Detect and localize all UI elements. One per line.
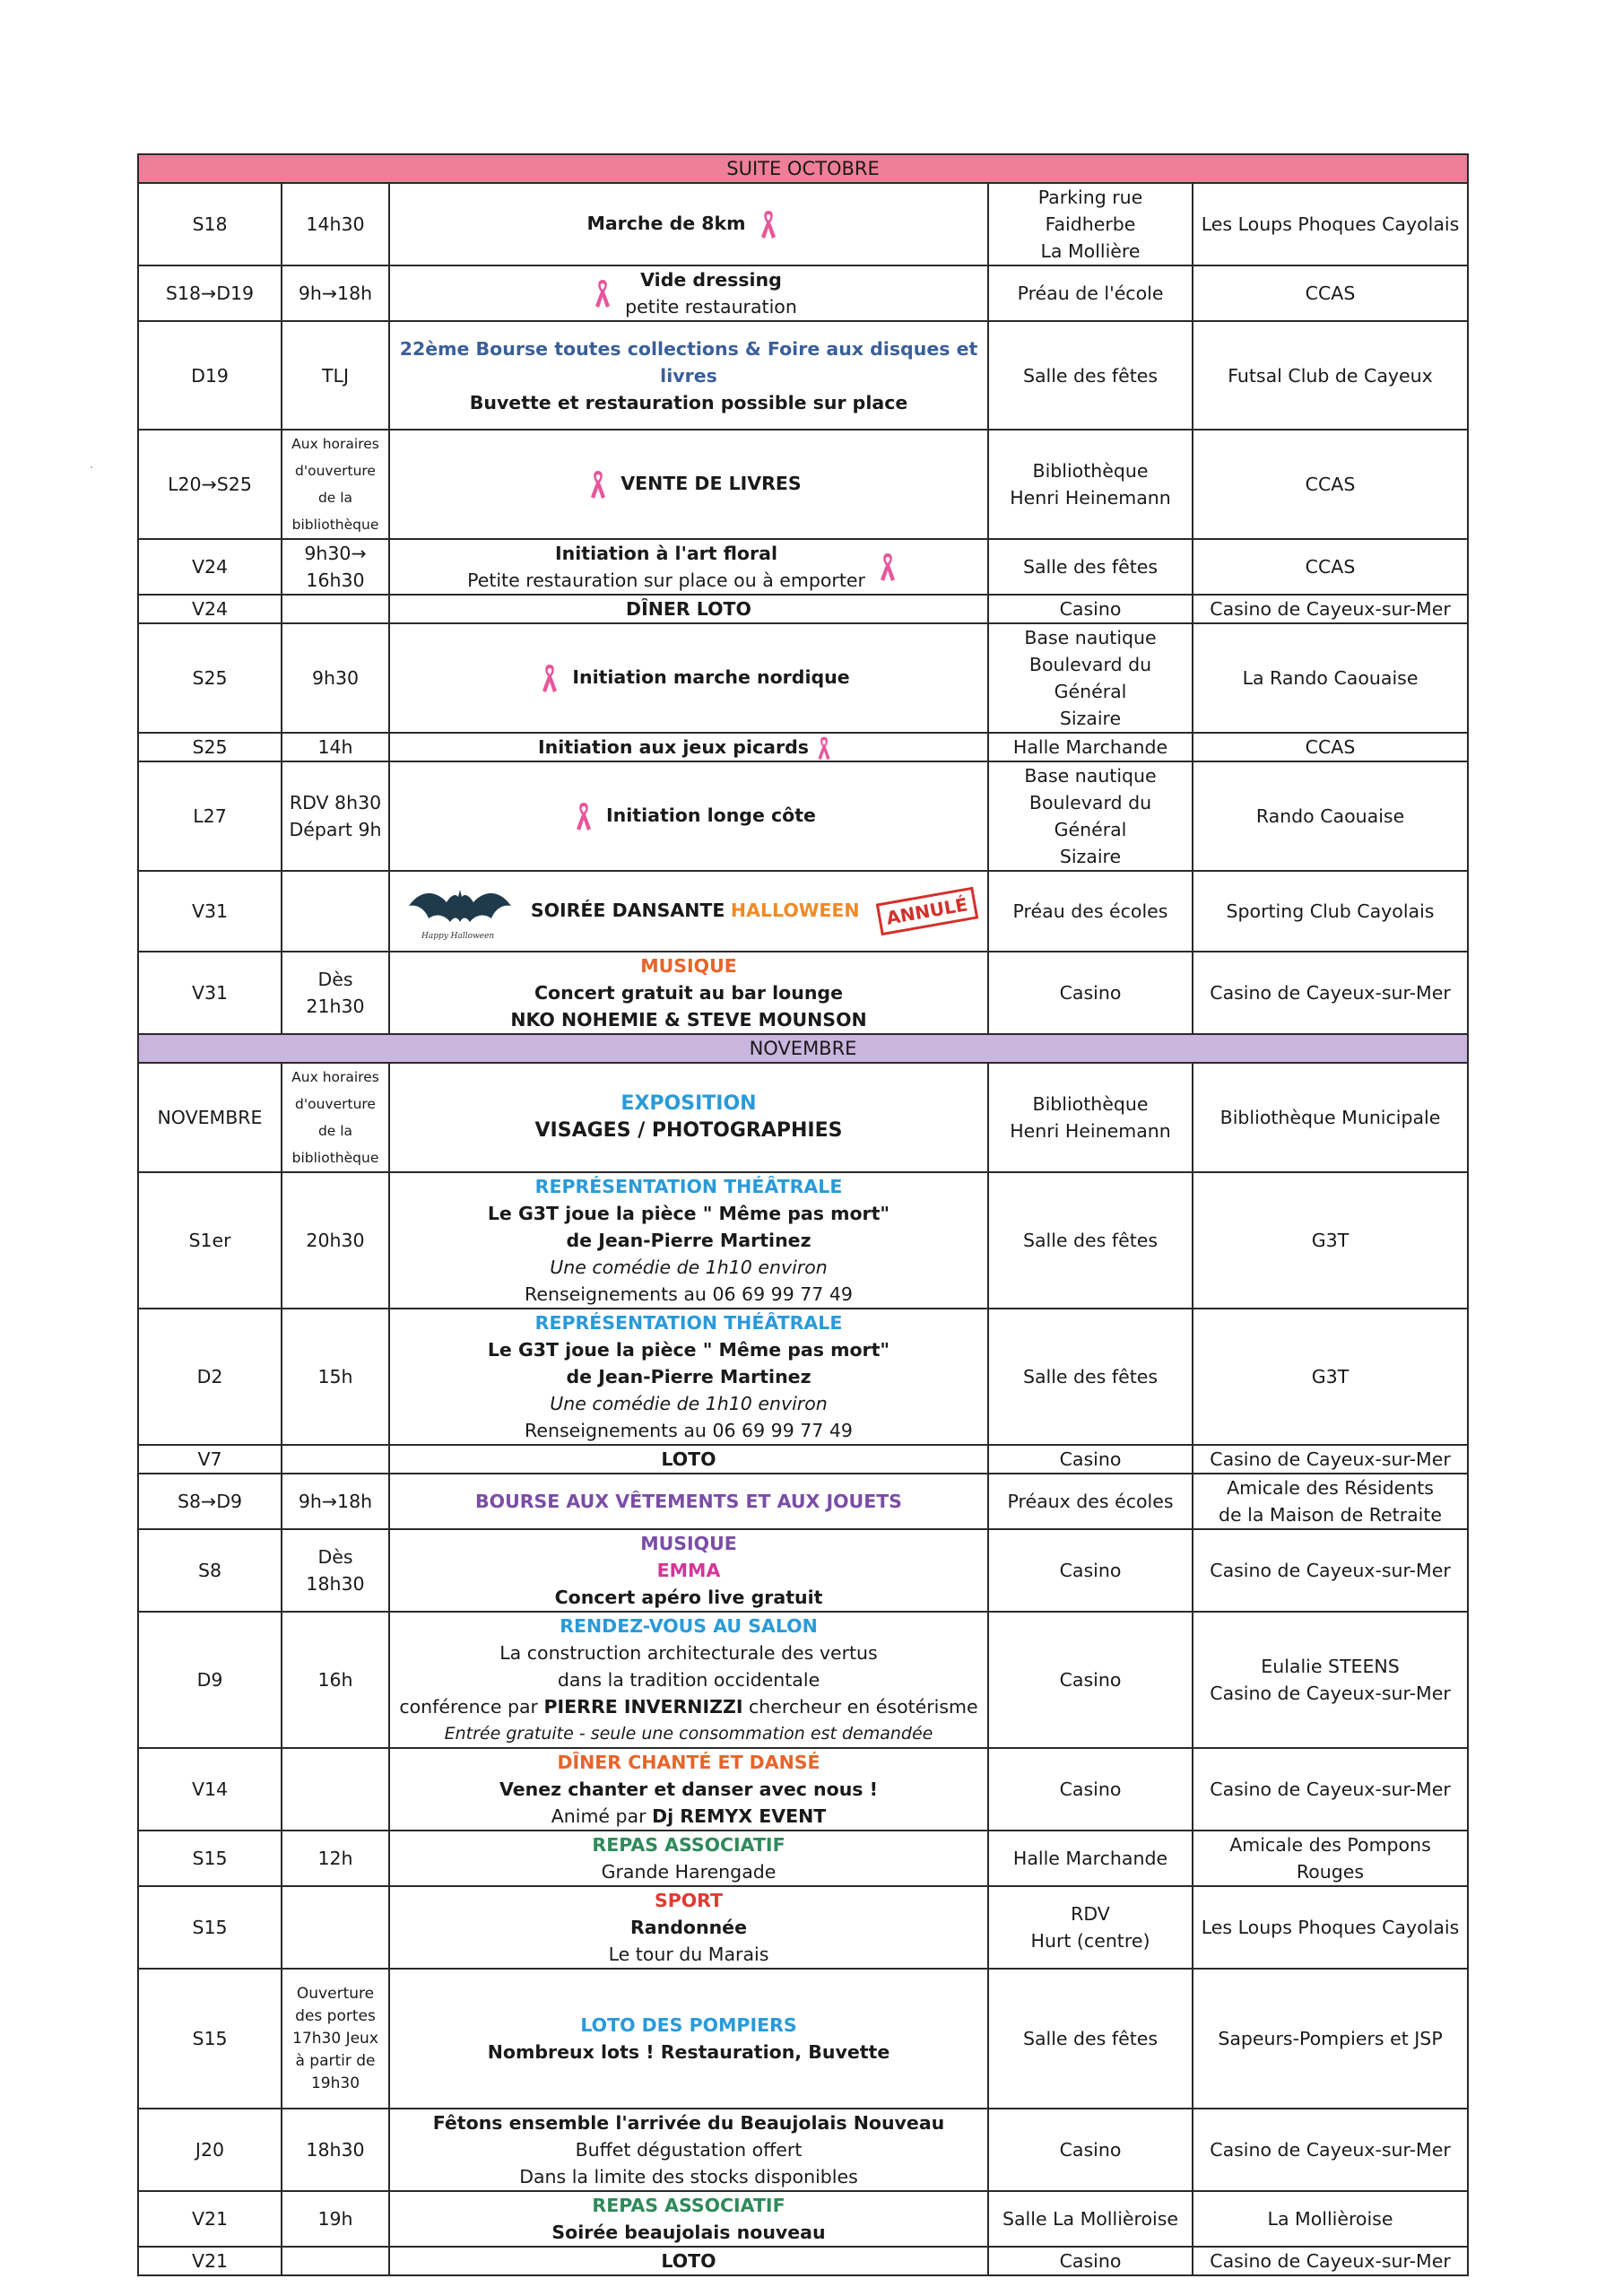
table-row bbox=[138, 952, 1468, 1034]
event-title: Venez chanter et danser avec nous ! bbox=[499, 1779, 878, 1800]
event-category: MUSIQUE bbox=[640, 1533, 737, 1554]
organizer-cell: Amicale des Pompons Rouges bbox=[1193, 1831, 1468, 1886]
pink-ribbon-icon bbox=[593, 278, 612, 309]
organizer-line: Casino de Cayeux-sur-Mer bbox=[1210, 1683, 1451, 1704]
day-cell: V21 bbox=[138, 2247, 282, 2275]
event-title: Fêtons ensemble l'arrivée du Beaujolais Nouveau bbox=[432, 2112, 945, 2134]
table-row bbox=[138, 2191, 1468, 2247]
event-cell bbox=[389, 871, 988, 952]
day-cell: V24 bbox=[138, 595, 282, 623]
time-cell: Aux horaires d'ouverture de la bibliothèque bbox=[282, 430, 389, 539]
place-cell: Préau de l'école bbox=[988, 265, 1193, 321]
place-cell: Salle La Mollièroise bbox=[988, 2191, 1193, 2247]
time-cell: Aux horaires d'ouverture de la bibliothèque bbox=[282, 1063, 389, 1172]
table-row bbox=[138, 595, 1468, 623]
event-category: REPAS ASSOCIATIF bbox=[592, 1834, 785, 1856]
place-cell: Casino bbox=[988, 2109, 1193, 2191]
place-cell: Halle Marchande bbox=[988, 733, 1193, 761]
event-category: RENDEZ-VOUS AU SALON bbox=[560, 1615, 818, 1637]
happy-halloween-text: Happy Halloween bbox=[421, 932, 495, 941]
place-line: La Mollière bbox=[1040, 240, 1141, 262]
event-cell bbox=[389, 1309, 988, 1445]
day-cell: S15 bbox=[138, 1886, 282, 1969]
table-row bbox=[138, 623, 1468, 733]
section-header-october bbox=[138, 154, 1468, 183]
event-cell bbox=[389, 1748, 988, 1831]
table-row bbox=[138, 1969, 1468, 2109]
time-cell: 15h bbox=[282, 1309, 389, 1445]
table-row bbox=[138, 1831, 1468, 1886]
event-detail: La construction architecturale des vertus bbox=[499, 1642, 878, 1664]
day-cell: S15 bbox=[138, 1831, 282, 1886]
time-cell: 20h30 bbox=[282, 1172, 389, 1309]
organizer-cell: Casino de Cayeux-sur-Mer bbox=[1193, 952, 1468, 1034]
event-title: EMMA bbox=[656, 1560, 721, 1581]
organizer-cell: Futsal Club de Cayeux bbox=[1193, 321, 1468, 430]
organizer-line: de la Maison de Retraite bbox=[1218, 1504, 1443, 1526]
event-detail: dans la tradition occidentale bbox=[557, 1669, 820, 1691]
day-cell: S25 bbox=[138, 623, 282, 733]
organizer-cell: G3T bbox=[1193, 1309, 1468, 1445]
place-cell: Casino bbox=[988, 2247, 1193, 2275]
event-cell bbox=[389, 952, 988, 1034]
event-category: SPORT bbox=[654, 1890, 724, 1911]
time-cell: 18h30 bbox=[282, 2109, 389, 2191]
event-detail: conférence par bbox=[399, 1696, 538, 1718]
place-cell: Salle des fêtes bbox=[988, 1172, 1193, 1309]
organizer-cell: Les Loups Phoques Cayolais bbox=[1193, 183, 1468, 265]
place-cell bbox=[988, 1886, 1193, 1969]
event-highlight: HALLOWEEN bbox=[730, 900, 860, 921]
event-title: Marche de 8km bbox=[586, 213, 746, 234]
day-cell: S8 bbox=[138, 1529, 282, 1612]
event-detail: Renseignements au 06 69 99 77 49 bbox=[525, 1283, 853, 1305]
organizer-cell: Casino de Cayeux-sur-Mer bbox=[1193, 2109, 1468, 2191]
pink-ribbon-icon bbox=[588, 469, 608, 500]
organizer-cell: Sporting Club Cayolais bbox=[1193, 871, 1468, 952]
table-row bbox=[138, 265, 1468, 321]
time-cell: 9h30 bbox=[282, 623, 389, 733]
day-cell: L27 bbox=[138, 761, 282, 871]
event-title: LOTO DES POMPIERS bbox=[580, 2014, 797, 2036]
event-cell bbox=[389, 321, 988, 430]
event-category: REPRÉSENTATION THÉÂTRALE bbox=[534, 1312, 843, 1334]
day-cell: S15 bbox=[138, 1969, 282, 2109]
organizer-cell: La Rando Caouaise bbox=[1193, 623, 1468, 733]
day-cell: V31 bbox=[138, 871, 282, 952]
place-line: Henri Heinemann bbox=[1010, 1120, 1171, 1142]
place-cell: Salle des fêtes bbox=[988, 1309, 1193, 1445]
place-cell: Salle des fêtes bbox=[988, 539, 1193, 595]
event-detail: Buffet dégustation offert bbox=[575, 2139, 803, 2161]
event-detail: Une comédie de 1h10 environ bbox=[550, 1393, 828, 1414]
place-line: Sizaire bbox=[1059, 708, 1122, 729]
event-category: DÎNER CHANTÉ ET DANSÉ bbox=[557, 1752, 820, 1773]
place-line: Base nautique bbox=[1024, 627, 1157, 648]
organizer-cell: La Mollièroise bbox=[1193, 2191, 1468, 2247]
section-title: SUITE OCTOBRE bbox=[138, 154, 1468, 183]
place-cell: Préau des écoles bbox=[988, 871, 1193, 952]
organizer-line: Eulalie STEENS bbox=[1261, 1656, 1400, 1677]
pink-ribbon-icon bbox=[814, 735, 834, 761]
day-cell: S25 bbox=[138, 733, 282, 761]
event-cell bbox=[389, 761, 988, 871]
pink-ribbon-icon bbox=[574, 801, 594, 831]
event-cell bbox=[389, 183, 988, 265]
table-row bbox=[138, 1309, 1468, 1445]
organizer-cell: Casino de Cayeux-sur-Mer bbox=[1193, 1748, 1468, 1831]
organizer-cell bbox=[1193, 1474, 1468, 1529]
event-title: Initiation longe côte bbox=[606, 804, 816, 826]
organizer-cell bbox=[1193, 1612, 1468, 1748]
place-cell: Casino bbox=[988, 952, 1193, 1034]
event-cell: LOTO bbox=[389, 2247, 988, 2275]
event-detail: Dans la limite des stocks disponibles bbox=[519, 2166, 858, 2187]
place-cell: Casino bbox=[988, 1612, 1193, 1748]
table-row bbox=[138, 1474, 1468, 1529]
time-cell: 14h30 bbox=[282, 183, 389, 265]
day-cell: NOVEMBRE bbox=[138, 1063, 282, 1172]
event-category: REPRÉSENTATION THÉÂTRALE bbox=[534, 1176, 843, 1197]
event-title: Initiation aux jeux picards bbox=[538, 736, 809, 758]
event-title: Vide dressing bbox=[640, 269, 782, 291]
organizer-cell: CCAS bbox=[1193, 265, 1468, 321]
event-cell bbox=[389, 1612, 988, 1748]
event-cell bbox=[389, 2109, 988, 2191]
time-cell: TLJ bbox=[282, 321, 389, 430]
event-cell bbox=[389, 2191, 988, 2247]
event-title: Initiation marche nordique bbox=[572, 666, 850, 688]
event-cell bbox=[389, 265, 988, 321]
section-title: NOVEMBRE bbox=[138, 1034, 1468, 1063]
place-cell bbox=[988, 761, 1193, 871]
time-cell bbox=[282, 1445, 389, 1474]
event-cell: BOURSE AUX VÊTEMENTS ET AUX JOUETS bbox=[389, 1474, 988, 1529]
table-row bbox=[138, 1748, 1468, 1831]
event-title: SOIRÉE DANSANTE bbox=[530, 900, 725, 921]
event-cell: DÎNER LOTO bbox=[389, 595, 988, 623]
place-line: Sizaire bbox=[1059, 846, 1122, 867]
event-cell bbox=[389, 1831, 988, 1886]
place-cell: Casino bbox=[988, 595, 1193, 623]
event-category: REPAS ASSOCIATIF bbox=[592, 2195, 785, 2216]
event-category: EXPOSITION bbox=[621, 1092, 757, 1115]
organizer-cell: CCAS bbox=[1193, 539, 1468, 595]
table-row bbox=[138, 733, 1468, 761]
halloween-bat-icon bbox=[402, 879, 518, 944]
event-detail: Animé par bbox=[551, 1805, 647, 1827]
day-cell: S18 bbox=[138, 183, 282, 265]
event-title: Initiation à l'art floral bbox=[555, 543, 777, 564]
event-title: Le G3T joue la pièce " Même pas mort" bbox=[487, 1339, 890, 1361]
place-line: Bibliothèque bbox=[1032, 460, 1149, 482]
time-cell bbox=[282, 2247, 389, 2275]
event-cell bbox=[389, 623, 988, 733]
event-title: VISAGES / PHOTOGRAPHIES bbox=[534, 1119, 843, 1142]
table-row bbox=[138, 1172, 1468, 1309]
event-title: 22ème Bourse toutes collections & Foire aux disques et livres bbox=[399, 337, 978, 387]
pink-ribbon-icon bbox=[759, 209, 778, 239]
place-cell bbox=[988, 430, 1193, 539]
speaker-name: PIERRE INVERNIZZI bbox=[543, 1696, 743, 1718]
time-cell: 12h bbox=[282, 1831, 389, 1886]
place-line: Boulevard du Général bbox=[1028, 654, 1152, 702]
event-cell bbox=[389, 1529, 988, 1612]
event-cell bbox=[389, 430, 988, 539]
place-cell: Salle des fêtes bbox=[988, 321, 1193, 430]
day-cell: D9 bbox=[138, 1612, 282, 1748]
event-detail: Concert apéro live gratuit bbox=[554, 1587, 823, 1608]
day-cell: V21 bbox=[138, 2191, 282, 2247]
event-detail: chercheur en ésotérisme bbox=[748, 1696, 978, 1718]
time-cell: 9h→18h bbox=[282, 265, 389, 321]
place-line: Base nautique bbox=[1024, 765, 1157, 787]
time-cell: Dès 21h30 bbox=[282, 952, 389, 1034]
table-row bbox=[138, 1063, 1468, 1172]
place-cell: Casino bbox=[988, 1445, 1193, 1474]
event-detail: Une comédie de 1h10 environ bbox=[550, 1257, 828, 1278]
place-cell: Casino bbox=[988, 1529, 1193, 1612]
organizer-cell: Casino de Cayeux-sur-Mer bbox=[1193, 595, 1468, 623]
place-cell: Salle des fêtes bbox=[988, 1969, 1193, 2109]
event-cell bbox=[389, 1063, 988, 1172]
organizer-cell: Casino de Cayeux-sur-Mer bbox=[1193, 1529, 1468, 1612]
place-line: Boulevard du Général bbox=[1028, 792, 1152, 840]
time-cell: 19h bbox=[282, 2191, 389, 2247]
place-cell: Casino bbox=[988, 1748, 1193, 1831]
table-row bbox=[138, 2247, 1468, 2275]
time-cell: 9h30→ 16h30 bbox=[282, 539, 389, 595]
scan-dot bbox=[91, 466, 92, 468]
organizer-line: Amicale des Résidents bbox=[1227, 1477, 1434, 1499]
place-cell bbox=[988, 623, 1193, 733]
event-detail: Buvette et restauration possible sur place bbox=[469, 391, 908, 413]
event-detail: de Jean-Pierre Martinez bbox=[566, 1230, 812, 1251]
time-cell: 16h bbox=[282, 1612, 389, 1748]
table-row bbox=[138, 761, 1468, 871]
event-cell bbox=[389, 1886, 988, 1969]
day-cell: V14 bbox=[138, 1748, 282, 1831]
table-row bbox=[138, 1529, 1468, 1612]
organizer-cell: Casino de Cayeux-sur-Mer bbox=[1193, 1445, 1468, 1474]
dj-name: Dj REMYX EVENT bbox=[652, 1805, 827, 1827]
place-cell bbox=[988, 183, 1193, 265]
day-cell: S18→D19 bbox=[138, 265, 282, 321]
day-cell: S8→D9 bbox=[138, 1474, 282, 1529]
organizer-cell: Sapeurs-Pompiers et JSP bbox=[1193, 1969, 1468, 2109]
day-cell: L20→S25 bbox=[138, 430, 282, 539]
section-header-november bbox=[138, 1034, 1468, 1063]
table-row bbox=[138, 430, 1468, 539]
event-detail: de Jean-Pierre Martinez bbox=[566, 1366, 812, 1387]
day-cell: V7 bbox=[138, 1445, 282, 1474]
event-detail: Renseignements au 06 69 99 77 49 bbox=[525, 1420, 853, 1441]
event-title: Randonnée bbox=[630, 1917, 747, 1938]
event-title: VENTE DE LIVRES bbox=[621, 473, 802, 494]
pink-ribbon-icon bbox=[878, 552, 898, 582]
event-detail: Petite restauration sur place ou à emporter bbox=[467, 570, 865, 591]
cancelled-stamp: ANNULÉ bbox=[875, 887, 977, 935]
event-cell bbox=[389, 1969, 988, 2109]
place-line: Henri Heinemann bbox=[1010, 487, 1171, 509]
place-line: RDV bbox=[1071, 1903, 1110, 1925]
place-cell bbox=[988, 1063, 1193, 1172]
organizer-cell: Les Loups Phoques Cayolais bbox=[1193, 1886, 1468, 1969]
organizer-cell: Rando Caouaise bbox=[1193, 761, 1468, 871]
organizer-cell: Bibliothèque Municipale bbox=[1193, 1063, 1468, 1172]
event-cell: LOTO bbox=[389, 1445, 988, 1474]
event-detail: petite restauration bbox=[625, 296, 797, 317]
day-cell: D2 bbox=[138, 1309, 282, 1445]
table-row bbox=[138, 2109, 1468, 2191]
time-cell: Dès 18h30 bbox=[282, 1529, 389, 1612]
place-line: Parking rue Faidherbe bbox=[1037, 187, 1143, 235]
time-cell bbox=[282, 595, 389, 623]
event-cell bbox=[389, 733, 988, 761]
day-cell: J20 bbox=[138, 2109, 282, 2191]
place-line: Hurt (centre) bbox=[1030, 1930, 1150, 1952]
event-category: MUSIQUE bbox=[640, 955, 737, 977]
organizer-cell: G3T bbox=[1193, 1172, 1468, 1309]
time-cell bbox=[282, 871, 389, 952]
place-line: Bibliothèque bbox=[1032, 1093, 1149, 1115]
time-cell bbox=[282, 1748, 389, 1831]
table-row bbox=[138, 1612, 1468, 1748]
time-cell: Ouverture des portes 17h30 Jeux à partir de 19h30 bbox=[282, 1969, 389, 2109]
event-detail: Nombreux lots ! Restauration, Buvette bbox=[487, 2041, 890, 2063]
time-cell: 9h→18h bbox=[282, 1474, 389, 1529]
pink-ribbon-icon bbox=[540, 663, 560, 693]
table-row bbox=[138, 183, 1468, 265]
organizer-cell: CCAS bbox=[1193, 733, 1468, 761]
day-cell: D19 bbox=[138, 321, 282, 430]
place-cell: Préaux des écoles bbox=[988, 1474, 1193, 1529]
time-cell: 14h bbox=[282, 733, 389, 761]
event-cell bbox=[389, 539, 988, 595]
event-title: Grande Harengade bbox=[601, 1861, 777, 1883]
day-cell: V24 bbox=[138, 539, 282, 595]
time-cell: RDV 8h30 Départ 9h bbox=[282, 761, 389, 871]
event-cell bbox=[389, 1172, 988, 1309]
events-table bbox=[137, 153, 1469, 2276]
organizer-cell: Casino de Cayeux-sur-Mer bbox=[1193, 2247, 1468, 2275]
place-cell: Halle Marchande bbox=[988, 1831, 1193, 1886]
event-title: Le G3T joue la pièce " Même pas mort" bbox=[487, 1203, 890, 1224]
table-row bbox=[138, 1445, 1468, 1474]
event-title: Concert gratuit au bar lounge bbox=[534, 982, 843, 1004]
organizer-cell: CCAS bbox=[1193, 430, 1468, 539]
event-detail: NKO NOHEMIE & STEVE MOUNSON bbox=[510, 1009, 867, 1031]
day-cell: V31 bbox=[138, 952, 282, 1034]
table-row bbox=[138, 871, 1468, 952]
day-cell: S1er bbox=[138, 1172, 282, 1309]
event-detail: Entrée gratuite - seule une consommation est demandée bbox=[444, 1724, 933, 1744]
table-row bbox=[138, 321, 1468, 430]
event-title: Soirée beaujolais nouveau bbox=[551, 2222, 826, 2243]
time-cell bbox=[282, 1886, 389, 1969]
table-row bbox=[138, 1886, 1468, 1969]
table-row bbox=[138, 539, 1468, 595]
event-detail: Le tour du Marais bbox=[608, 1944, 769, 1965]
